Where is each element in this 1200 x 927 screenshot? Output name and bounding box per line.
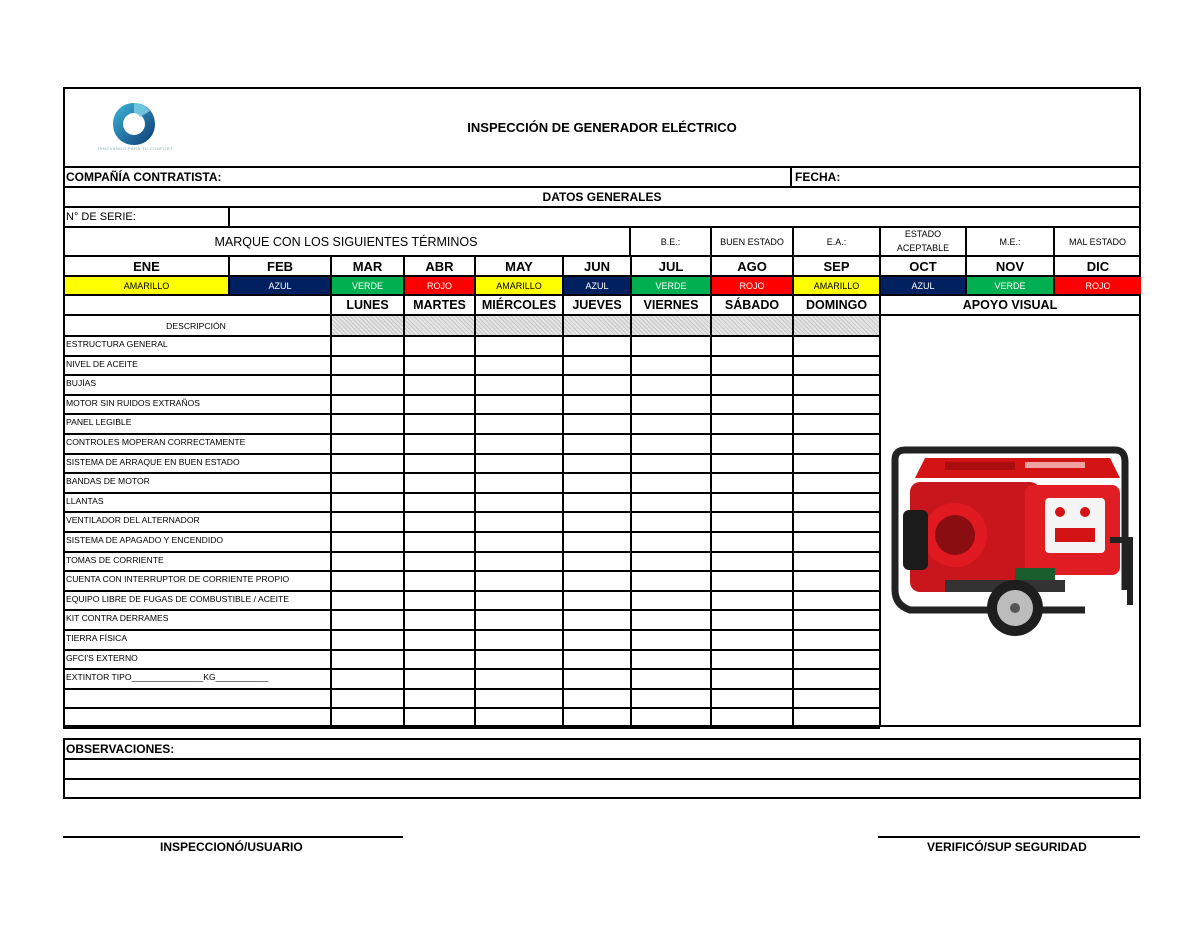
observations-field-2[interactable] xyxy=(65,780,1139,797)
me-code: M.E.: xyxy=(999,236,1021,247)
company-label: COMPAÑÍA CONTRATISTA: xyxy=(66,170,222,184)
divider xyxy=(965,257,967,295)
divider xyxy=(1053,257,1055,295)
checklist-cell[interactable] xyxy=(564,376,629,393)
checklist-cell[interactable] xyxy=(712,455,791,472)
checklist-cell[interactable] xyxy=(632,455,709,472)
checklist-cell[interactable] xyxy=(794,651,878,668)
checklist-item-label: PANEL LEGIBLE xyxy=(66,417,132,428)
month-color-mar: VERDE xyxy=(332,277,403,294)
divider xyxy=(63,797,1141,799)
checklist-cell[interactable] xyxy=(476,631,561,648)
checklist-item-label: BANDAS DE MOTOR xyxy=(66,476,150,487)
description-heading: DESCRIPCIÓN xyxy=(166,320,226,331)
be-text: BUEN ESTADO xyxy=(720,236,784,247)
checklist-cell[interactable] xyxy=(712,357,791,374)
checklist-cell[interactable] xyxy=(405,415,473,432)
divider xyxy=(403,296,405,314)
checklist-cell[interactable] xyxy=(794,357,878,374)
checklist-cell[interactable] xyxy=(564,337,629,354)
month-feb: FEB xyxy=(267,258,293,274)
observations-field-1[interactable] xyxy=(65,760,1139,778)
month-sep: SEP xyxy=(823,258,850,274)
divider xyxy=(792,257,794,295)
month-color-ene: AMARILLO xyxy=(65,277,228,294)
checklist-item-label: EQUIPO LIBRE DE FUGAS DE COMBUSTIBLE / ACEITE xyxy=(66,593,290,604)
checklist-item-label: VENTILADOR DEL ALTERNADOR xyxy=(66,515,200,526)
ea-text-line1: ESTADO xyxy=(904,228,942,239)
month-ago: AGO xyxy=(737,258,767,274)
checklist-item-label: SISTEMA DE APAGADO Y ENCENDIDO xyxy=(66,535,224,545)
checklist-cell[interactable] xyxy=(632,631,709,648)
checklist-cell[interactable] xyxy=(405,357,473,374)
month-color-abr: ROJO xyxy=(405,277,474,294)
checklist-cell[interactable] xyxy=(712,376,791,393)
checklist-cell[interactable] xyxy=(794,396,878,413)
checklist-cell[interactable] xyxy=(794,690,878,707)
checklist-cell[interactable] xyxy=(632,651,709,668)
checklist-cell[interactable] xyxy=(712,611,791,628)
checklist-cell[interactable] xyxy=(332,474,402,491)
checklist-cell[interactable] xyxy=(564,396,629,413)
checklist-cell[interactable] xyxy=(712,533,791,550)
checklist-cell[interactable] xyxy=(712,415,791,432)
checklist-cell[interactable] xyxy=(405,631,473,648)
signature-line-right xyxy=(878,836,1140,838)
checklist-cell[interactable] xyxy=(632,670,709,687)
checklist-cell[interactable] xyxy=(712,670,791,687)
checklist-cell[interactable] xyxy=(564,572,629,589)
month-abr: ABR xyxy=(425,258,454,274)
checklist-cell[interactable] xyxy=(632,337,709,354)
month-color-ago: ROJO xyxy=(712,277,792,294)
checklist-item-label: EXTINTOR TIPO_______________KG___________ xyxy=(66,672,269,683)
checklist-cell[interactable] xyxy=(712,494,791,511)
checklist-cell[interactable] xyxy=(632,533,709,550)
day-header: LUNES xyxy=(346,298,389,312)
checklist-cell[interactable] xyxy=(632,376,709,393)
checklist-cell[interactable] xyxy=(476,513,561,530)
checklist-cell[interactable] xyxy=(794,709,878,726)
checklist-cell[interactable] xyxy=(332,376,402,393)
checklist-cell[interactable] xyxy=(405,494,473,511)
checklist-cell[interactable] xyxy=(405,611,473,628)
day-header: DOMINGO xyxy=(805,298,868,312)
ea-text xyxy=(881,226,965,255)
checklist-cell[interactable] xyxy=(405,533,473,550)
checklist-cell[interactable] xyxy=(405,396,473,413)
month-nov: NOV xyxy=(995,258,1025,274)
checklist-cell[interactable] xyxy=(564,494,629,511)
checklist-cell[interactable] xyxy=(794,553,878,570)
month-color-dic: ROJO xyxy=(1055,277,1141,294)
checklist-cell[interactable] xyxy=(332,611,402,628)
checklist-cell[interactable] xyxy=(712,474,791,491)
checklist-cell[interactable] xyxy=(564,513,629,530)
checklist-item-label: TOMAS DE CORRIENTE xyxy=(66,554,164,565)
checklist-cell[interactable] xyxy=(476,533,561,550)
month-color-feb: AZUL xyxy=(230,277,330,294)
me-text: MAL ESTADO xyxy=(1068,236,1126,247)
month-color-nov: VERDE xyxy=(967,277,1053,294)
month-jun: JUN xyxy=(583,258,610,274)
month-ene: ENE xyxy=(133,258,160,274)
checklist-cell[interactable] xyxy=(405,376,473,393)
divider xyxy=(562,296,564,314)
day-header: VIERNES xyxy=(643,298,699,312)
checklist-cell[interactable] xyxy=(476,670,561,687)
checklist-cell[interactable] xyxy=(794,494,878,511)
month-color-jul: VERDE xyxy=(632,277,710,294)
checklist-cell[interactable] xyxy=(794,337,878,354)
divider xyxy=(879,296,881,314)
checklist-cell[interactable] xyxy=(794,455,878,472)
checklist-cell[interactable] xyxy=(794,611,878,628)
day-header: MIÉRCOLES xyxy=(481,298,557,312)
checklist-cell[interactable] xyxy=(332,670,402,687)
signature-right-label: VERIFICÓ/SUP SEGURIDAD xyxy=(927,840,1087,854)
day-header: JUEVES xyxy=(572,298,622,312)
month-may: MAY xyxy=(505,258,533,274)
divider xyxy=(474,257,476,295)
checklist-cell[interactable] xyxy=(332,396,402,413)
checklist-cell[interactable] xyxy=(332,415,402,432)
grid-col-line xyxy=(879,316,881,727)
visual-support-heading: APOYO VISUAL xyxy=(962,297,1058,312)
serial-label: N° DE SERIE: xyxy=(66,211,136,223)
checklist-cell[interactable] xyxy=(632,415,709,432)
divider xyxy=(710,296,712,314)
checklist-cell[interactable] xyxy=(794,474,878,491)
checklist-cell[interactable] xyxy=(332,494,402,511)
divider xyxy=(562,257,564,295)
checklist-cell[interactable] xyxy=(476,435,561,452)
checklist-cell[interactable] xyxy=(476,651,561,668)
checklist-cell[interactable] xyxy=(564,435,629,452)
day-header: SÁBADO xyxy=(724,298,780,312)
checklist-cell[interactable] xyxy=(794,533,878,550)
checklist-cell[interactable] xyxy=(405,592,473,609)
checklist-cell[interactable] xyxy=(405,435,473,452)
checklist-cell[interactable] xyxy=(794,572,878,589)
checklist-cell[interactable] xyxy=(794,631,878,648)
divider xyxy=(228,257,230,295)
checklist-cell[interactable] xyxy=(564,611,629,628)
be-code: B.E.: xyxy=(660,236,681,247)
checklist-item-label: MOTOR SIN RUIDOS EXTRAÑOS xyxy=(66,397,201,408)
checklist-item-label: BUJÍAS xyxy=(66,378,97,389)
checklist-cell[interactable] xyxy=(712,631,791,648)
terms-label: MARQUE CON LOS SIGUIENTES TÉRMINOS xyxy=(214,234,478,249)
checklist-item-label: TIERRA FÍSICA xyxy=(66,633,128,643)
checklist-cell[interactable] xyxy=(332,592,402,609)
checklist-cell[interactable] xyxy=(564,455,629,472)
checklist-cell[interactable] xyxy=(794,513,878,530)
month-color-oct: AZUL xyxy=(881,277,965,294)
checklist-item-label: LLANTAS xyxy=(66,495,104,506)
divider xyxy=(792,296,794,314)
checklist-cell[interactable] xyxy=(794,592,878,609)
checklist-cell[interactable] xyxy=(632,513,709,530)
checklist-cell[interactable] xyxy=(564,709,629,726)
checklist-cell[interactable] xyxy=(476,592,561,609)
checklist-cell[interactable] xyxy=(794,670,878,687)
checklist-cell[interactable] xyxy=(712,592,791,609)
checklist-item-label: SISTEMA DE ARRAQUE EN BUEN ESTADO xyxy=(66,456,240,467)
checklist-cell[interactable] xyxy=(405,690,473,707)
hatched-header-band xyxy=(330,316,879,335)
checklist-cell[interactable] xyxy=(632,611,709,628)
checklist-cell[interactable] xyxy=(712,690,791,707)
checklist-item-label: KIT CONTRA DERRAMES xyxy=(66,613,169,624)
logo-tagline: INNOVANDO PARA TU CONFORT xyxy=(98,146,174,151)
serial-field[interactable] xyxy=(230,208,1140,226)
checklist-cell[interactable] xyxy=(476,337,561,354)
checklist-item-label: ESTRUCTURA GENERAL xyxy=(66,339,168,349)
grid-row-line xyxy=(63,727,880,729)
date-label: FECHA: xyxy=(795,170,841,184)
checklist-cell[interactable] xyxy=(632,357,709,374)
checklist-cell[interactable] xyxy=(476,494,561,511)
general-data-heading: DATOS GENERALES xyxy=(542,190,662,204)
month-color-jun: AZUL xyxy=(564,277,630,294)
checklist-cell[interactable] xyxy=(712,709,791,726)
checklist-cell[interactable] xyxy=(332,553,402,570)
observations-label: OBSERVACIONES: xyxy=(66,742,175,756)
divider xyxy=(403,257,405,295)
checklist-item-label: GFCI'S EXTERNO xyxy=(66,652,138,663)
checklist-cell[interactable] xyxy=(632,474,709,491)
generator-image xyxy=(885,440,1133,650)
checklist-cell[interactable] xyxy=(405,572,473,589)
checklist-cell[interactable] xyxy=(476,376,561,393)
grid-row-line xyxy=(63,511,880,513)
checklist-item-label: CUENTA CON INTERRUPTOR DE CORRIENTE PROPIO xyxy=(66,574,290,585)
checklist-cell[interactable] xyxy=(476,396,561,413)
checklist-cell[interactable] xyxy=(632,592,709,609)
month-oct: OCT xyxy=(909,258,937,274)
checklist-cell[interactable] xyxy=(632,572,709,589)
checklist-cell[interactable] xyxy=(476,690,561,707)
checklist-cell[interactable] xyxy=(332,572,402,589)
checklist-cell[interactable] xyxy=(332,533,402,550)
checklist-cell[interactable] xyxy=(405,474,473,491)
checklist-cell[interactable] xyxy=(476,572,561,589)
checklist-cell[interactable] xyxy=(405,709,473,726)
signature-line-left xyxy=(63,836,403,838)
checklist-cell[interactable] xyxy=(476,611,561,628)
divider xyxy=(330,296,332,314)
day-header: MARTES xyxy=(413,298,466,312)
checklist-cell[interactable] xyxy=(712,513,791,530)
checklist-cell[interactable] xyxy=(476,415,561,432)
grid-row-line xyxy=(63,413,880,415)
checklist-cell[interactable] xyxy=(632,435,709,452)
checklist-cell[interactable] xyxy=(405,553,473,570)
checklist-cell[interactable] xyxy=(405,670,473,687)
page-title: INSPECCIÓN DE GENERADOR ELÉCTRICO xyxy=(467,119,737,135)
checklist-cell[interactable] xyxy=(712,435,791,452)
checklist-cell[interactable] xyxy=(564,533,629,550)
checklist-cell[interactable] xyxy=(564,631,629,648)
checklist-cell[interactable] xyxy=(332,435,402,452)
checklist-cell[interactable] xyxy=(632,690,709,707)
checklist-cell[interactable] xyxy=(332,709,402,726)
checklist-cell[interactable] xyxy=(794,376,878,393)
month-color-may: AMARILLO xyxy=(476,277,562,294)
checklist-cell[interactable] xyxy=(564,415,629,432)
divider xyxy=(879,257,881,295)
ea-text-line2: ACEPTABLE xyxy=(896,242,950,253)
checklist-item-label: CONTROLES MOPERAN CORRECTAMENTE xyxy=(66,437,246,447)
checklist-cell[interactable] xyxy=(712,337,791,354)
checklist-cell[interactable] xyxy=(332,455,402,472)
checklist-cell[interactable] xyxy=(405,513,473,530)
checklist-cell[interactable] xyxy=(632,553,709,570)
checklist-cell[interactable] xyxy=(712,572,791,589)
checklist-cell[interactable] xyxy=(632,494,709,511)
checklist-cell[interactable] xyxy=(476,709,561,726)
month-dic: DIC xyxy=(1086,258,1110,274)
checklist-cell[interactable] xyxy=(332,651,402,668)
checklist-cell[interactable] xyxy=(332,357,402,374)
checklist-cell[interactable] xyxy=(405,455,473,472)
checklist-cell[interactable] xyxy=(564,553,629,570)
checklist-item-label: NIVEL DE ACEITE xyxy=(66,358,138,369)
checklist-cell[interactable] xyxy=(476,553,561,570)
checklist-cell[interactable] xyxy=(632,396,709,413)
checklist-cell[interactable] xyxy=(564,651,629,668)
checklist-cell[interactable] xyxy=(332,337,402,354)
checklist-cell[interactable] xyxy=(564,592,629,609)
checklist-cell[interactable] xyxy=(476,455,561,472)
checklist-cell[interactable] xyxy=(712,396,791,413)
divider xyxy=(330,257,332,295)
month-mar: MAR xyxy=(352,258,383,274)
divider xyxy=(474,296,476,314)
divider xyxy=(630,257,632,295)
month-color-sep: AMARILLO xyxy=(794,277,879,294)
grid-row-line xyxy=(63,609,880,611)
checklist-cell[interactable] xyxy=(332,631,402,648)
checklist-cell[interactable] xyxy=(564,357,629,374)
divider xyxy=(1139,738,1141,799)
checklist-cell[interactable] xyxy=(476,357,561,374)
checklist-cell[interactable] xyxy=(476,474,561,491)
checklist-cell[interactable] xyxy=(405,337,473,354)
checklist-cell[interactable] xyxy=(564,670,629,687)
checklist-cell[interactable] xyxy=(405,651,473,668)
checklist-cell[interactable] xyxy=(332,513,402,530)
divider xyxy=(710,257,712,295)
checklist-cell[interactable] xyxy=(564,474,629,491)
checklist-cell[interactable] xyxy=(332,690,402,707)
checklist-cell[interactable] xyxy=(564,690,629,707)
grid-row-line xyxy=(63,707,880,709)
checklist-cell[interactable] xyxy=(632,709,709,726)
checklist-cell[interactable] xyxy=(794,415,878,432)
checklist-cell[interactable] xyxy=(794,435,878,452)
month-jul: JUL xyxy=(658,258,684,274)
checklist-cell[interactable] xyxy=(712,651,791,668)
signature-left-label: INSPECCIONÓ/USUARIO xyxy=(160,840,303,854)
ea-code: E.A.: xyxy=(826,236,847,247)
checklist-cell[interactable] xyxy=(712,553,791,570)
divider xyxy=(630,296,632,314)
